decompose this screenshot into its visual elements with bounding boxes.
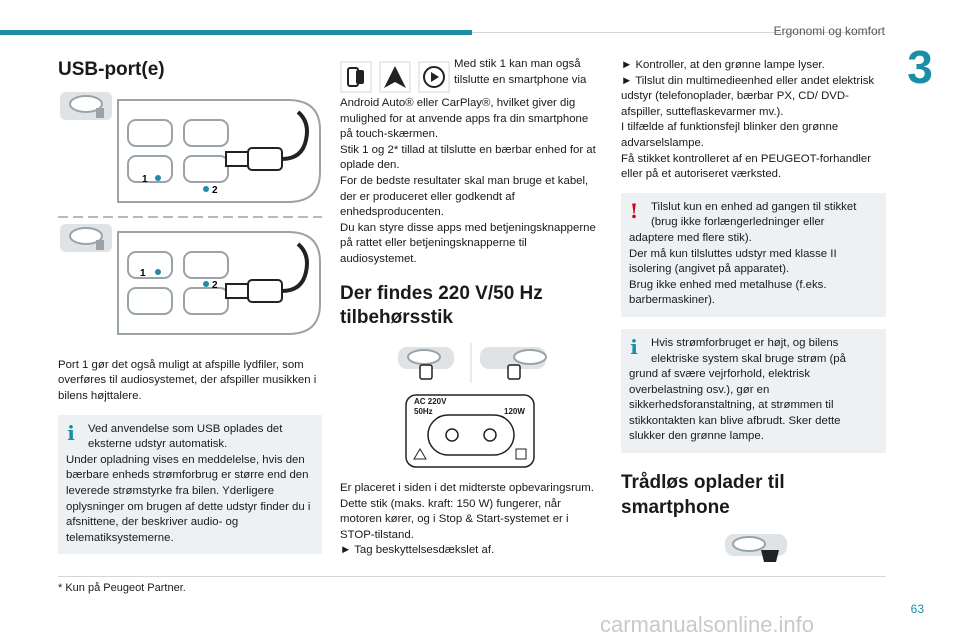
socket-label-frequency: 50Hz (414, 406, 433, 416)
warning-note (621, 193, 886, 317)
port-1-marker (155, 269, 161, 275)
carplay-icon (419, 62, 449, 92)
page-number: 63 (910, 602, 924, 616)
car-top-view-icon (118, 100, 320, 202)
wireless-charger-location-icon (621, 530, 886, 566)
info-icon: i (630, 334, 638, 359)
note-text: Under opladning vises en meddelelse, hvis den bærbare enheds strømforbrug er større end den leverede strømstyrke fra bilen. Yderligere oplysninger om brugen af dette udstyr finder du i afsnittene, der beskriver audio- og telematiksystemerne. (66, 453, 311, 544)
socket-label-voltage: AC 220V (414, 396, 447, 406)
cable-paragraph: For de bedste resultater skal man bruge et kabel, der er produceret eller godkendt af enhedsproducenten. (340, 174, 589, 219)
column-2 (340, 50, 602, 559)
info-first-line: Hvis strømforbruget er højt, og bilens elektriske system skal bruge strøm (på (651, 336, 846, 365)
info-note-power (621, 329, 886, 453)
android-auto-icon (380, 62, 410, 92)
port-2-label: 2 (212, 279, 218, 291)
socket-location-icons (340, 343, 602, 383)
usb-section-title: USB-port(e) (58, 59, 165, 80)
port-2-marker (203, 281, 209, 287)
port-2-marker (203, 186, 209, 192)
car-top-view-icon (118, 232, 320, 334)
port-2-label: 2 (212, 184, 218, 196)
steering-wheel-icon (60, 224, 112, 252)
charging-paragraph: Stik 1 og 2* tillad at tilslutte en bærbar enhed for at oplade den. (340, 143, 596, 172)
wireless-charger-title: Trådløs oplader til smartphone (621, 472, 785, 518)
mirror-screen-icon (341, 62, 371, 92)
header-accent-bar (0, 30, 472, 35)
info-text: grund af svære vejrforhold, elektrisk overbelastning osv.), gør en sikkerhedsforanstaltning, at strømmen til stikkontakten kan blive afbrudt. Sker dette slukker den grønne lampe. (629, 368, 841, 443)
warning-text-3: Brug ikke enhed med metalhuse (f.eks. barbermaskiner). (629, 278, 827, 307)
usb-cable-icon (226, 112, 307, 170)
port-1-marker (155, 175, 161, 181)
port-1-label: 1 (142, 173, 148, 185)
usb-cable-icon (226, 244, 307, 302)
chapter-number: 3 (907, 41, 933, 93)
intro-line-1: Med stik 1 kan man også (454, 58, 581, 70)
watermark: carmanualsonline.info (600, 612, 815, 637)
remove-cover-step: ► Tag beskyttelsesdækslet af. (340, 544, 495, 557)
note-first-line: Ved anvendelse som USB oplades det eksterne udstyr automatisk. (88, 422, 283, 451)
steering-wheel-icon (60, 92, 112, 120)
footnote: * Kun på Peugeot Partner. (58, 582, 186, 594)
steering-wheel-icon (480, 347, 546, 379)
socket-pin-left (446, 429, 458, 441)
socket-label-power: 120W (504, 406, 525, 416)
intro-line-2: tilslutte en smartphone via (454, 73, 587, 86)
connect-device-step: ► Tilslut din multimedieenhed eller andet elektrisk udstyr (telefonoplader, bærbar PX, CD/ DVD-afspiller, sutteflaskevarmer mv.). (621, 74, 875, 118)
android-carplay-paragraph: Android Auto® eller CarPlay®, hvilket giver dig mulighed for at anvende apps fra din smartphone på touch-skærmen. (340, 97, 589, 141)
check-lamp-step: ► Kontroller, at den grønne lampe lyser. (621, 59, 825, 71)
port-1-paragraph: Port 1 gør det også muligt at afspille lydfiler, som overføres til audiosystemet, der afspiller musikken i bilens højttalere. (58, 358, 317, 402)
steering-wheel-icon (398, 347, 454, 379)
warning-first-line: Tilslut kun en enhed ad gangen til stikket (brug ikke forlængerledninger eller (651, 200, 857, 229)
chapter-title: Ergonomi og komfort (773, 24, 885, 38)
info-note-usb (58, 415, 322, 555)
steering-wheel-icon (725, 534, 787, 562)
fault-paragraph: I tilfælde af funktionsfejl blinker den grønne advarselslampe. (621, 121, 839, 149)
warning-text-1: adaptere med flere stik). (629, 231, 752, 244)
socket-illustration (340, 393, 602, 469)
usb-diagram-top (58, 90, 322, 212)
footnote-rule (58, 576, 886, 577)
info-icon: i (67, 420, 75, 445)
column-1 (58, 50, 322, 554)
warning-icon: ! (629, 198, 639, 223)
connectivity-icons (340, 56, 452, 96)
socket-pin-right (484, 429, 496, 441)
socket-section-title: Der findes 220 V/50 Hz tilbehørsstik (340, 282, 543, 329)
power-paragraph: Dette stik (maks. kraft: 150 W) fungerer, når motoren kører, og i Stop & Start-systemet er i STOP-tilstand. (340, 497, 569, 541)
column-3 (621, 50, 886, 566)
diagram-divider (58, 212, 322, 222)
usb-diagram-bottom (58, 222, 322, 344)
apps-paragraph: Du kan styre disse apps med betjeningsknapperne på rattet eller betjeningsknapperne til audiosystemet. (340, 221, 596, 265)
dealer-paragraph: Få stikket kontrolleret af en PEUGEOT-forhandler eller på et autoriseret værksted. (621, 152, 872, 181)
placement-paragraph: Er placeret i siden i det midterste opbevaringsrum. (340, 481, 594, 494)
port-1-label: 1 (140, 267, 146, 279)
warning-text-2: Der må kun tilsluttes udstyr med klasse II isolering (angivet på apparatet). (629, 247, 837, 276)
